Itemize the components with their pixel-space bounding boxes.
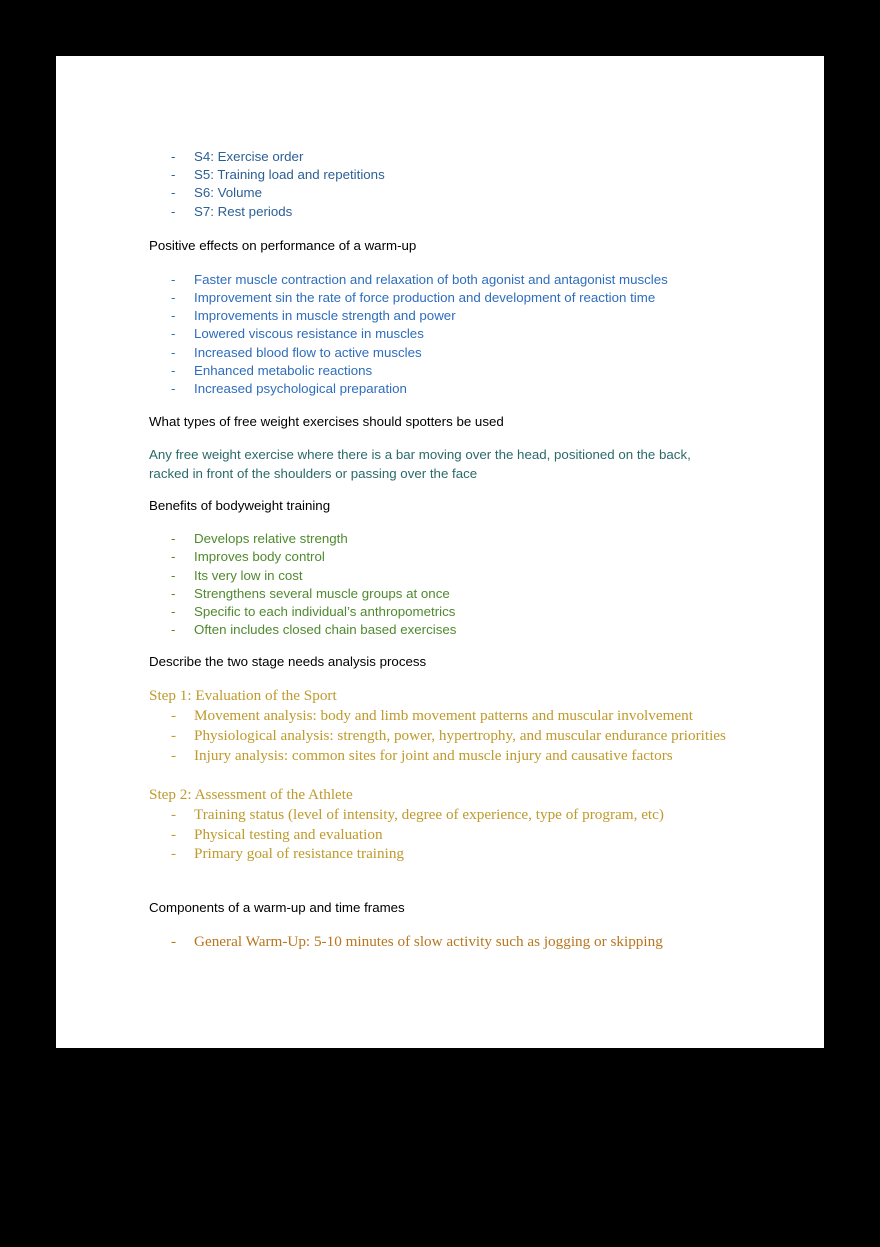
dash-bullet: -	[171, 747, 177, 765]
list-item: - Primary goal of resistance training	[171, 845, 405, 863]
list-item: - Enhanced metabolic reactions	[149, 362, 769, 380]
bodyweight-benefits-list	[149, 530, 769, 639]
dash-bullet: -	[171, 933, 177, 951]
warmup-effects-list	[149, 271, 769, 398]
dash-bullet: -	[171, 185, 176, 201]
dash-bullet: -	[171, 567, 176, 583]
dash-bullet: -	[171, 326, 176, 342]
list-item: - Faster muscle contraction and relaxation of both agonist and antagonist muscles	[149, 271, 769, 289]
dash-bullet: -	[171, 585, 176, 601]
dash-bullet: -	[171, 149, 176, 164]
dash-bullet: -	[171, 727, 177, 745]
list-item: - Specific to each individual’s anthropometrics	[149, 603, 769, 621]
dash-bullet: -	[171, 604, 176, 620]
dash-bullet: -	[171, 290, 176, 306]
list-item: - Injury analysis: common sites for joint and muscle injury and causative factors	[171, 747, 673, 765]
list-item: - Improvement sin the rate of force production and development of reaction time	[149, 289, 769, 307]
list-item: - S5: Training load and repetitions	[149, 166, 769, 184]
list-item: - Often includes closed chain based exercises	[149, 621, 769, 639]
document-content	[149, 148, 769, 952]
section-heading-warmup-effects: Positive effects on performance of a warm-up	[149, 237, 417, 253]
list-item: - General Warm-Up: 5-10 minutes of slow activity such as jogging or skipping	[171, 933, 663, 951]
dash-bullet: -	[171, 845, 177, 863]
section-heading-needs-analysis: Describe the two stage needs analysis process	[149, 654, 427, 670]
list-item: - Strengthens several muscle groups at once	[149, 585, 769, 603]
list-item: - Physical testing and evaluation	[171, 825, 383, 843]
document-page	[56, 56, 824, 1048]
list-item: - Its very low in cost	[149, 567, 769, 585]
section-heading-bodyweight: Benefits of bodyweight training	[149, 498, 331, 514]
section-heading-spotters: What types of free weight exercises should spotters be used	[149, 414, 504, 430]
dash-bullet: -	[171, 825, 177, 843]
dash-bullet: -	[171, 805, 177, 823]
step2-list	[149, 805, 769, 864]
step2-title: Step 2: Assessment of the Athlete	[149, 785, 353, 803]
list-item: - Develops relative strength	[149, 530, 769, 548]
dash-bullet: -	[171, 271, 176, 287]
dash-bullet: -	[171, 167, 176, 183]
warmup-components-list	[149, 932, 769, 952]
list-item: - Physiological analysis: strength, power, hypertrophy, and muscular endurance priorities	[171, 727, 726, 745]
list-item: - Improvements in muscle strength and power	[149, 307, 769, 325]
list-item: - Increased psychological preparation	[149, 380, 769, 398]
dash-bullet: -	[171, 707, 177, 725]
step1-title: Step 1: Evaluation of the Sport	[149, 687, 337, 705]
dash-bullet: -	[171, 622, 176, 638]
program-design-steps-list	[149, 148, 769, 221]
list-item: - Movement analysis: body and limb movement patterns and muscular involvement	[171, 707, 693, 725]
section-heading-warmup-components: Components of a warm-up and time frames	[149, 900, 405, 916]
list-item: - Lowered viscous resistance in muscles	[149, 325, 769, 343]
list-item: - Improves body control	[149, 548, 769, 566]
dash-bullet: -	[171, 549, 176, 565]
list-item: - Training status (level of intensity, degree of experience, type of program, etc)	[171, 805, 664, 823]
dash-bullet: -	[171, 344, 176, 360]
list-item: - S7: Rest periods	[149, 203, 769, 221]
spotters-answer: Any free weight exercise where there is a bar moving over the head, positioned on the back, racked in front of the shoulders or passing over the face	[149, 447, 691, 482]
list-item: - Increased blood flow to active muscles	[149, 344, 769, 362]
step1-list	[149, 706, 769, 765]
dash-bullet: -	[171, 381, 176, 397]
dash-bullet: -	[171, 203, 176, 219]
list-item: - S4: Exercise order	[149, 148, 769, 166]
dash-bullet: -	[171, 362, 176, 378]
list-item: - S6: Volume	[149, 184, 769, 202]
dash-bullet: -	[171, 531, 176, 547]
dash-bullet: -	[171, 308, 176, 324]
